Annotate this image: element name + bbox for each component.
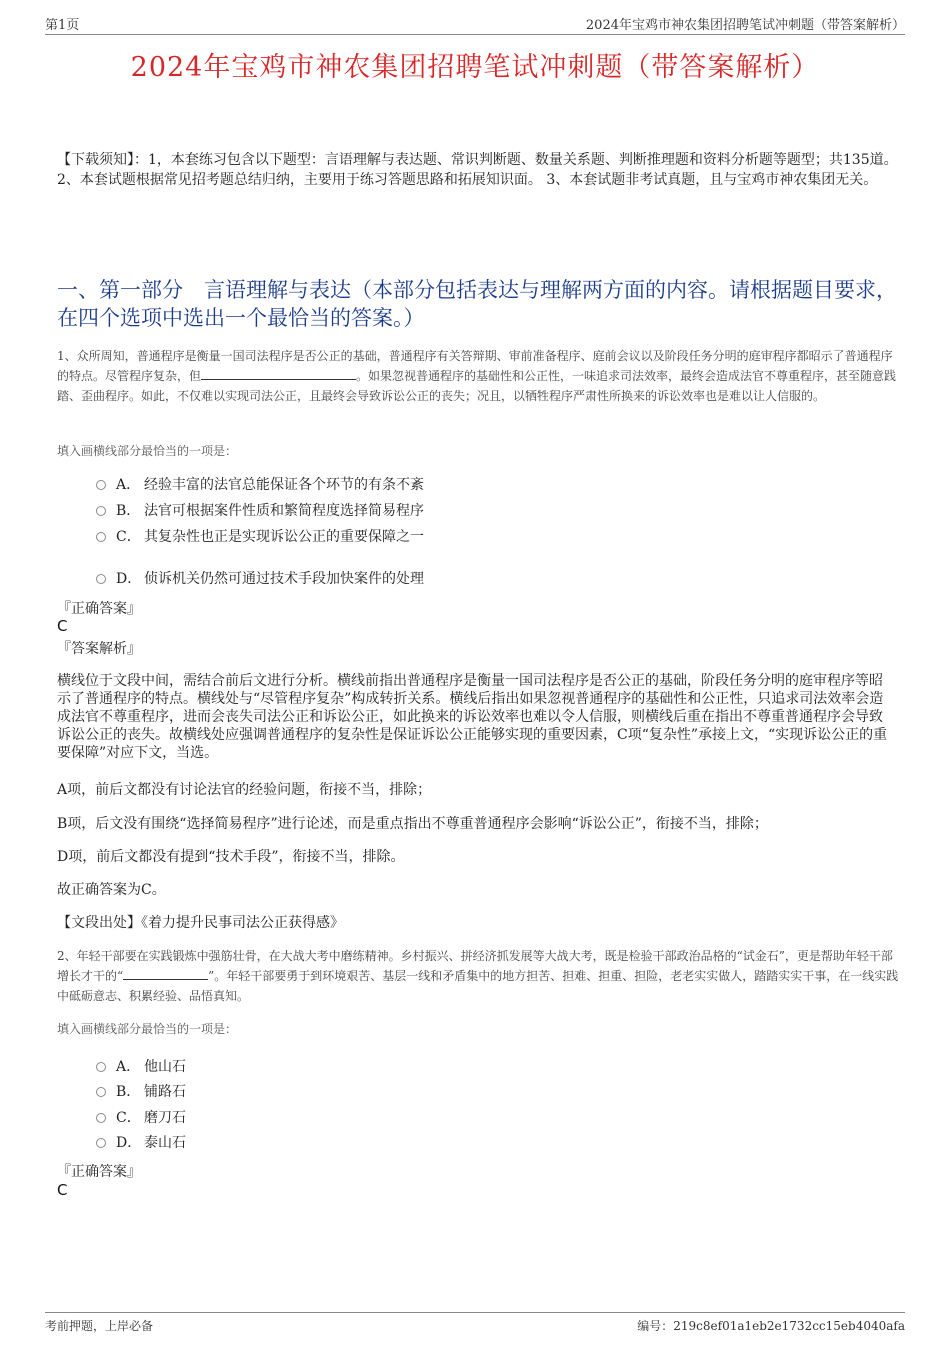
radio-icon[interactable] <box>96 1113 106 1123</box>
option-text: 经验丰富的法官总能保证各个环节的有条不紊 <box>144 477 424 493</box>
question-1-stem-after: 。如果忽视普通程序的基础性和公正性，一味追求司法效率，最终会造成法官不尊重程序，甚至随意践踏、歪曲程序。如此，不仅难以实现司法公正，且最终会导致诉讼公正的丧失；况且，以牺牲程序严肃性所换来的诉讼效率也是难以让人信服的。 <box>57 369 897 403</box>
question-2-option-a[interactable] <box>96 1057 186 1077</box>
page-footer <box>45 1312 905 1335</box>
option-letter: D． <box>116 571 142 587</box>
page-number: 第1页 <box>45 18 80 33</box>
question-1-conclusion: 故正确答案为C。 <box>57 882 166 898</box>
question-1-prompt: 填入画横线部分最恰当的一项是： <box>57 444 238 458</box>
question-1-analysis-b: B项，后文没有围绕“选择简易程序”进行论述，而是重点指出不尊重普通程序会影响“诉讼公正”，衔接不当，排除； <box>57 816 768 832</box>
question-1-source: 【文段出处】《着力提升民事司法公正获得感》 <box>57 915 344 931</box>
option-text: 铺路石 <box>144 1084 186 1100</box>
question-1-analysis-label: 『答案解析』 <box>57 641 141 657</box>
question-2-prompt: 填入画横线部分最恰当的一项是： <box>57 1022 238 1036</box>
question-1-stem-before: 1、众所周知，普通程序是衡量一国司法程序是否公正的基础，普通程序有关答辩期、审前准备程序、庭前会议以及阶段任务分明的庭审程序都昭示了普通程序的特点。尽管程序复杂，但 <box>57 349 893 383</box>
footer-doc-code: 编号：219c8ef01a1eb2e1732cc15eb4040afa <box>637 1319 905 1333</box>
document-title: 2024年宝鸡市神农集团招聘笔试冲刺题（带答案解析） <box>130 52 820 83</box>
question-1-option-a[interactable] <box>96 475 424 495</box>
option-letter: D． <box>116 1135 142 1151</box>
question-2-answer-label: 『正确答案』 <box>57 1164 141 1180</box>
radio-icon[interactable] <box>96 1062 106 1072</box>
option-letter: A． <box>116 1059 141 1075</box>
page-header <box>45 14 905 35</box>
option-text: 磨刀石 <box>144 1110 186 1126</box>
question-2-stem-after: ”。年轻干部要勇于到环境艰苦、基层一线和矛盾集中的地方担苦、担难、担重、担险，老老实实做人，踏踏实实干事，在一线实践中砥砺意志、积累经验、品悟真知。 <box>57 969 899 1003</box>
header-doc-title: 2024年宝鸡市神农集团招聘笔试冲刺题（带答案解析） <box>585 18 905 33</box>
question-1-analysis-a: A项，前后文都没有讨论法官的经验问题，衔接不当，排除； <box>57 782 432 798</box>
question-1-answer-label: 『正确答案』 <box>57 601 141 617</box>
option-letter: B． <box>116 1084 141 1100</box>
option-letter: C． <box>116 1110 141 1126</box>
radio-icon[interactable] <box>96 532 106 542</box>
question-2-stem <box>57 946 902 1006</box>
question-1-answer: C <box>57 617 68 635</box>
radio-icon[interactable] <box>96 1087 106 1097</box>
option-text: 侦诉机关仍然可通过技术手段加快案件的处理 <box>144 571 424 587</box>
fill-blank <box>201 366 356 380</box>
option-letter: B． <box>116 503 141 519</box>
question-2-answer: C <box>57 1181 68 1199</box>
option-letter: C． <box>116 529 141 545</box>
option-text: 其复杂性也正是实现诉讼公正的重要保障之一 <box>144 529 424 545</box>
option-text: 泰山石 <box>144 1135 186 1151</box>
fill-blank <box>123 966 208 980</box>
question-2-option-d[interactable] <box>96 1133 186 1153</box>
option-text: 他山石 <box>144 1059 186 1075</box>
question-2-stem-before: 2、年轻干部要在实践锻炼中强筋壮骨，在大战大考中磨练精神。乡村振兴、拼经济抓发展等大战大考，既是检验干部政治品格的“试金石”，更是帮助年轻干部增长才干的“ <box>57 949 893 983</box>
question-2-option-c[interactable] <box>96 1108 186 1128</box>
question-1-analysis-d: D项，前后文都没有提到“技术手段”，衔接不当，排除。 <box>57 849 405 865</box>
section-heading: 一、第一部分 言语理解与表达（本部分包括表达与理解两方面的内容。请根据题目要求，在四个选项中选出一个最恰当的答案。） <box>57 278 897 330</box>
radio-icon[interactable] <box>96 574 106 584</box>
download-notice: 【下载须知】：1，本套练习包含以下题型：言语理解与表达题、常识判断题、数量关系题、判断推理题和资料分析题等题型；共135道。 2、本套试题根据常见招考题总结归纳，主要用于练习答题思路和拓展知识面。 3、本套试题非考试真题，且与宝鸡市神农集团无关。 <box>57 152 898 188</box>
footer-slogan: 考前押题，上岸必备 <box>45 1319 154 1333</box>
option-letter: A． <box>116 477 141 493</box>
question-1-analysis: 横线位于文段中间，需结合前后文进行分析。横线前指出普通程序是衡量一国司法程序是否公正的基础，阶段任务分明的庭审程序等昭示了普通程序的特点。横线处与“尽管程序复杂”构成转折关系。横线后指出如果忽视普通程序的基础性和公正性，只追求司法效率会造成法官不尊重程序，进而会丧失司法公正和诉讼公正，如此换来的诉讼效率也难以令人信服，则横线后重在指出不尊重普通程序会导致诉讼公正的丧失。故横线处应强调普通程序的复杂性是保证诉讼公正能够实现的重要因素，C项“复杂性”承接上文，“实现诉讼公正的重要保障”对应下文，当选。 <box>57 673 888 761</box>
question-1-stem <box>57 346 902 406</box>
radio-icon[interactable] <box>96 480 106 490</box>
question-2-option-b[interactable] <box>96 1082 186 1102</box>
option-text: 法官可根据案件性质和繁简程度选择简易程序 <box>144 503 424 519</box>
radio-icon[interactable] <box>96 506 106 516</box>
question-1-option-d[interactable] <box>96 569 424 589</box>
question-1-option-b[interactable] <box>96 501 424 521</box>
radio-icon[interactable] <box>96 1138 106 1148</box>
question-1-option-c[interactable] <box>96 527 424 547</box>
